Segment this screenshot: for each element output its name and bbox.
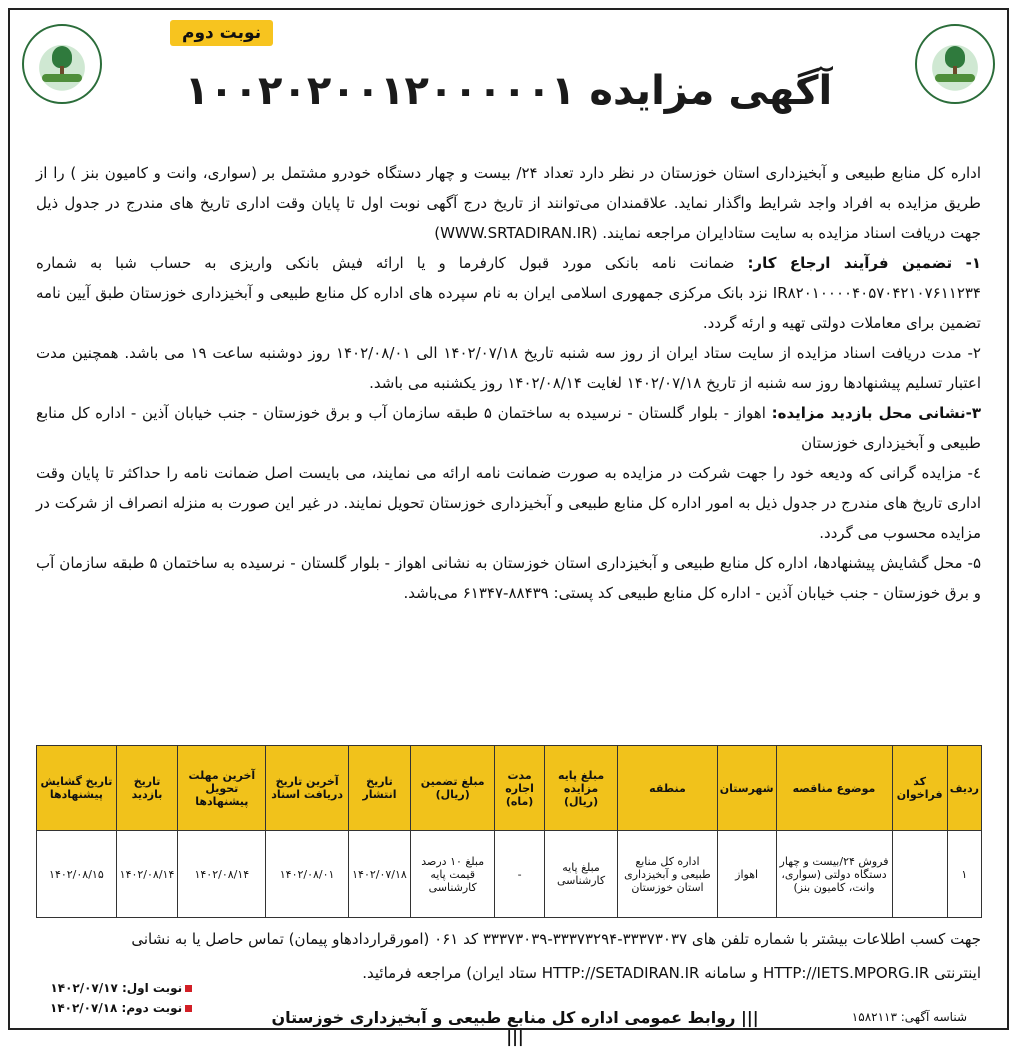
clause-1 — [36, 248, 981, 338]
org-logo-right — [915, 24, 995, 104]
table-cell: ۱۴۰۲/۰۸/۱۵ — [37, 831, 117, 918]
table-cell: مبلغ پایه کارشناسی — [544, 831, 617, 918]
clause-5: ۵- محل گشایش پیشنهادها، اداره کل منابع طبیعی و آبخیزداری استان خوزستان به نشانی اهواز - بلوار گلستان - نرسیده به ساختمان ۵ طبقه سازمان آب و برق خوزستان - جنب خیابان آذین - اداره کل منابع طبیعی کد پستی: ۸۸۴۳۹-۶۱۳۴۷ می‌باشد. — [36, 554, 981, 602]
clause-1-text: ضمانت نامه بانکی مورد قبول کارفرما و یا ارائه فیش بانکی واریزی به حساب شبا به شماره IR۸۲۰۱۰۰۰۰۴۰۵۷۰۴۲۱۰۷۶۱۱۲۳۴ نزد بانک مرکزی جمهوری اسلامی ایران به نام سپرده های اداره کل منابع طبیعی و آبخیزداری خوزستان طبق آیین نامه تضمین برای معاملات دولتی تهیه و ارئه گردد. — [36, 254, 981, 332]
clause-3 — [36, 398, 981, 458]
clause-1-title: ۱- تضمین فرآیند ارجاع کار: — [747, 254, 981, 272]
table-row — [37, 831, 982, 918]
intro-paragraph: اداره کل منابع طبیعی و آبخیزداری استان خوزستان در نظر دارد تعداد ۲۴/ بیست و چهار دستگاه خودرو مشتمل بر (سواری، وانت و کامیون بنز ) را از طریق مزایده به افراد واجد شرایط واگذار نماید. علاقمندان می‌توانند از تاریخ درج آگهی نوبت اول تا پایان وقت اداری تاریخ های مندرج در جدول ذیل جهت دریافت اسناد مزایده به سایت ستادایران مراجعه نمایند. (WWW.SRTADIRAN.IR) — [36, 164, 981, 242]
table-header: آخرین تاریخ دریافت اسناد — [266, 746, 348, 831]
table-header: تاریخ انتشار — [348, 746, 410, 831]
round-badge: نوبت دوم — [170, 20, 273, 46]
bars-icon: ||| — [506, 1027, 524, 1046]
clause-2: ۲- مدت دریافت اسناد مزایده از سایت ستاد ایران از روز سه شنبه تاریخ ۱۴۰۲/۰۷/۱۸ الی ۱۴۰۲/۰۸/۰۱ روز دوشنبه ساعت ۱۹ می باشد. همچنین مدت اعتبار تسلیم پیشنهادها روز سه شنبه از تاریخ ۱۴۰۲/۰۷/۱۸ لغایت ۱۴۰۲/۰۸/۱۴ روز یکشنبه می باشد. — [36, 344, 981, 392]
table-cell: مبلغ ۱۰ درصد قیمت پایه کارشناسی — [411, 831, 495, 918]
table-header: مبلغ پایه مزایده (ریال) — [544, 746, 617, 831]
public-relations-line — [265, 1008, 765, 1046]
table-cell: ۱۴۰۲/۰۷/۱۸ — [348, 831, 410, 918]
table-cell: ۱۴۰۲/۰۸/۰۱ — [266, 831, 348, 918]
table-header: تاریخ گشایش پیشنهادها — [37, 746, 117, 831]
table-cell: اداره کل منابع طبیعی و آبخیزداری استان خوزستان — [618, 831, 718, 918]
table-cell: فروش ۲۴/بیست و چهار دستگاه دولتی (سواری، وانت، کامیون بنز) — [776, 831, 892, 918]
table-cell: ۱ — [947, 831, 981, 918]
contact-line-2: اینترنتی HTTP://IETS.MPORG.IR و سامانه HTTP://SETADIRAN.IR ستاد ایران) مراجعه فرمائید. — [362, 964, 981, 982]
red-square-icon — [185, 1005, 192, 1012]
ad-body — [36, 158, 981, 608]
table-header: موضوع مناقصه — [776, 746, 892, 831]
publication-second: نوبت دوم: ۱۴۰۲/۰۷/۱۸ — [50, 998, 192, 1018]
table-header: مبلغ تضمین (ریال) — [411, 746, 495, 831]
table-cell: اهواز — [717, 831, 776, 918]
org-logo-left — [22, 24, 102, 104]
bars-icon: ||| — [741, 1008, 759, 1027]
publication-first: نوبت اول: ۱۴۰۲/۰۷/۱۷ — [50, 978, 192, 998]
table-cell: ۱۴۰۲/۰۸/۱۴ — [116, 831, 177, 918]
ad-id: شناسه آگهی: ۱۵۸۲۱۱۳ — [851, 1010, 967, 1024]
auction-table — [36, 745, 982, 918]
clause-4: ٤- مزایده گرانی که ودیعه خود را جهت شرکت در مزایده به صورت ضمانت نامه ارائه می نمایند، می بایست اصل ضمانت نامه را حداکثر تا پایان وقت اداری تاریخ های مندرج در جدول ذیل به امور اداره کل منابع طبیعی و آبخیزداری خوزستان تحویل نمایند. در غیر این صورت به منزله انصراف از شرکت در مزایده محسوب می گردد. — [36, 464, 981, 542]
public-relations-text: روابط عمومی اداره کل منابع طبیعی و آبخیزداری خوزستان — [271, 1008, 736, 1027]
ad-title: آگهی مزایده ۱۰۰۲۰۲۰۰۱۲۰۰۰۰۰۱ — [184, 68, 833, 114]
contact-line-1: جهت کسب اطلاعات بیشتر با شماره تلفن های ۳۳۳۷۳۰۳۷-۳۳۳۷۳۲۹۴-۳۳۳۷۳۰۳۹ کد ۰۶۱ (امورقراردادهاو پیمان) تماس حاصل یا به نشانی — [131, 930, 981, 948]
table-header: آخرین مهلت تحویل پیشنهادها — [178, 746, 266, 831]
table-header: منطقه — [618, 746, 718, 831]
table-cell — [892, 831, 947, 918]
clause-3-title: ۳-نشانی محل بازدید مزایده: — [771, 404, 981, 422]
table-header: شهرستان — [717, 746, 776, 831]
clause-3-text: اهواز - بلوار گلستان - نرسیده به ساختمان ۵ طبقه سازمان آب و برق خوزستان - جنب خیابان آذین - اداره کل منابع طبیعی و آبخیزداری خوزستان — [36, 404, 981, 452]
table-header: مدت اجاره (ماه) — [495, 746, 545, 831]
table-cell: ۱۴۰۲/۰۸/۱۴ — [178, 831, 266, 918]
publication-dates — [50, 978, 192, 1018]
table-header: کد فراخوان — [892, 746, 947, 831]
table-cell: - — [495, 831, 545, 918]
red-square-icon — [185, 985, 192, 992]
ad-page — [8, 8, 1009, 1046]
table-header-row — [37, 746, 982, 831]
table-header: تاریخ بازدید — [116, 746, 177, 831]
table-header: ردیف — [947, 746, 981, 831]
